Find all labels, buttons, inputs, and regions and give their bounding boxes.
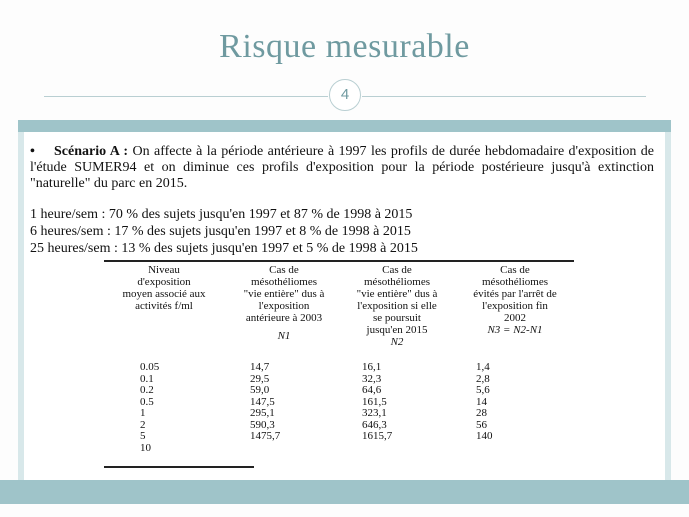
table-cell: 56 [476, 418, 487, 431]
bottom-band [0, 480, 689, 504]
table-cell: 2,8 [476, 372, 490, 385]
hours-line-2: 6 heures/sem : 17 % des sujets jusqu'en 1997 et 8 % de 1998 à 2015 [30, 224, 411, 239]
table-cell: 1475,7 [250, 430, 281, 442]
table-cell: 5,6 [476, 384, 490, 396]
table-cell: 10 [140, 441, 151, 454]
column-levels [140, 362, 190, 454]
bullet: • [30, 144, 35, 159]
table-cell: 646,3 [362, 418, 387, 431]
symbol-n2: N2 [390, 336, 404, 348]
table-cell: 14,7 [250, 361, 270, 373]
table-cell: 59,0 [250, 384, 270, 396]
scenario-label: Scénario A : [54, 144, 129, 159]
table-cell: 32,3 [362, 372, 382, 385]
header-n2: Cas de mésothéliomes "vie entière" dus à l'exposition si elle se poursuit jusqu'en 2015 N2 [344, 264, 450, 348]
table-cell: 1,4 [476, 361, 490, 373]
column-n1 [250, 362, 300, 443]
title-rule-left [44, 96, 328, 97]
table-cell: 2 [140, 418, 146, 431]
table-cell: 14 [476, 395, 487, 408]
header-n1: Cas de mésothéliomes "vie entière" dus à l'exposition antérieure à 2003 N1 [232, 264, 336, 342]
table-cell: 16,1 [362, 361, 382, 373]
frame-right [665, 132, 671, 480]
table-cell: 29,5 [250, 372, 270, 385]
table-cell: 323,1 [362, 407, 387, 419]
scanned-document [24, 132, 665, 480]
header-exposure-level: Niveau d'exposition moyen associé aux activités f/ml [122, 264, 206, 312]
table-cell: 5 [140, 430, 146, 442]
table-cell: 590,3 [250, 418, 275, 431]
table-cell: 1615,7 [362, 430, 393, 442]
title-rule-right [362, 96, 646, 97]
table-cell: 1 [140, 407, 146, 419]
hours-list [30, 206, 418, 257]
table-cell: 140 [476, 430, 493, 442]
table-cell: 0.2 [140, 384, 154, 396]
hours-line-3: 25 heures/sem : 13 % des sujets jusqu'en 1997 et 5 % de 1998 à 2015 [30, 241, 418, 256]
table-bottom-rule [104, 466, 254, 468]
column-n3 [476, 362, 526, 443]
header-n3: Cas de mésothéliomes évités par l'arrêt de l'exposition fin 2002 N3 = N2-N1 [456, 264, 574, 336]
column-n2 [362, 362, 412, 443]
table-cell: 0.05 [140, 361, 160, 373]
hours-line-1: 1 heure/sem : 70 % des sujets jusqu'en 1997 et 87 % de 1998 à 2015 [30, 207, 413, 222]
table-cell: 295,1 [250, 407, 275, 419]
table-cell: 0.5 [140, 395, 154, 408]
table-cell: 0.1 [140, 372, 154, 385]
scenario-text: On affecte à la période antérieure à 1997 les profils de durée hebdomadaire d'exposition de l'étude SUMER94 et on diminue ces profils d'exposition pour la période postérieure jusqu'à extinction "naturelle" du parc en 2015. [30, 144, 654, 191]
table-cell: 64,6 [362, 384, 382, 396]
top-band [18, 120, 671, 132]
symbol-n3: N3 = N2-N1 [487, 324, 543, 336]
slide-title: Risque mesurable [219, 28, 470, 65]
scenario-paragraph [30, 144, 654, 192]
table-top-rule [104, 260, 574, 262]
table-cell: 147,5 [250, 395, 275, 408]
symbol-n1: N1 [277, 330, 291, 342]
slide-number: 4 [329, 79, 361, 111]
table-cell: 28 [476, 407, 487, 419]
table-cell: 161,5 [362, 395, 387, 408]
